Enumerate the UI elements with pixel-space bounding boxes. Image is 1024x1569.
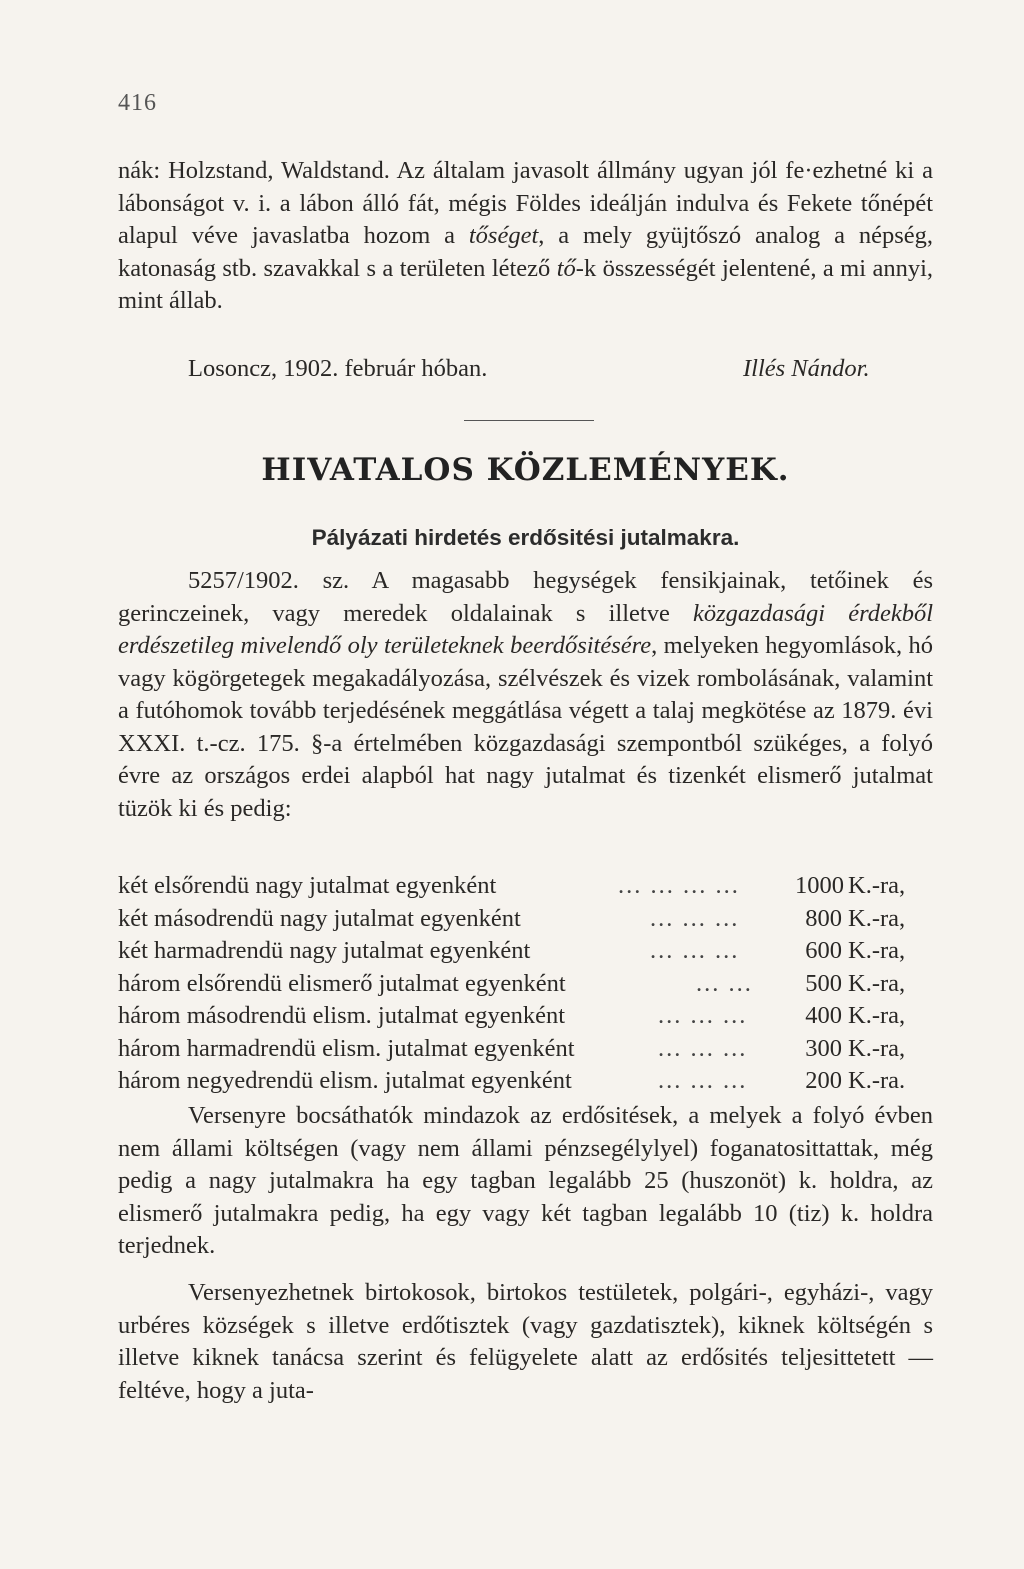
- award-row: [118, 968, 933, 1001]
- award-amount: 400: [805, 1002, 842, 1029]
- text-segment: 5257/1902. sz. A magasabb hegységek fensikjainak, tetőinek és gerinczeinek, vagy meredek oldalainak s illetve: [118, 567, 933, 627]
- award-leader-dots: ... ... ...: [658, 1002, 748, 1029]
- signature-author: Illés Nándor.: [743, 355, 870, 382]
- italic-text-segment: tő: [556, 254, 576, 282]
- award-label: három negyedrendü elism. jutalmat egyenként: [118, 1067, 572, 1094]
- award-row: [118, 903, 933, 936]
- award-unit: K.-ra,: [848, 937, 906, 964]
- competition-paragraph: Versenyre bocsáthatók mindazok az erdősitések, a melyek a folyó évben nem állami költségen (vagy nem állami pénzsegélylyel) foganatosittattak, még pedig a nagy jutalmakra ha egy tagban legalább 25 (huszonöt) k. holdra, az elismerő jutalmakra pedig, ha egy vagy két tagban legalább 10 (tiz) k. holdra terjednek.: [118, 1102, 933, 1259]
- award-amount: 800: [805, 904, 842, 932]
- section-subheading: Pályázati hirdetés erdősitési jutalmakra.: [311, 525, 740, 550]
- award-amount: 600: [805, 937, 842, 964]
- announcement-paragraph: [118, 565, 933, 825]
- awards-list: [118, 870, 933, 1098]
- section-divider: [464, 420, 594, 421]
- award-label: két elsőrendü nagy jutalmat egyenként: [118, 872, 497, 899]
- award-unit: K.-ra,: [848, 872, 906, 899]
- award-leader-dots: ... ... ...: [650, 937, 740, 964]
- award-leader-dots: ... ... ...: [650, 904, 740, 932]
- section-heading: HIVATALOS KÖZLEMÉNYEK.: [261, 452, 790, 488]
- award-leader-dots: ... ...: [696, 969, 753, 997]
- award-label: három elsőrendü elismerő jutalmat egyenként: [118, 969, 566, 997]
- award-unit: K.-ra,: [848, 904, 906, 932]
- signature-place-date: Losoncz, 1902. február hóban.: [188, 355, 488, 382]
- award-unit: K.-ra,: [848, 1002, 906, 1029]
- award-label: két harmadrendü nagy jutalmat egyenként: [118, 937, 531, 964]
- page-number: 416: [118, 90, 157, 116]
- eligibility-paragraph: Versenyezhetnek birtokosok, birtokos testületek, polgári-, egyházi-, vagy urbéres községek s illetve erdőtisztek (vagy gazdatisztek), kiknek költségén s illetve kiknek tanácsa szerint és felügyelete alatt az erdősités teljesittetett — feltéve, hogy a juta-: [118, 1279, 933, 1404]
- italic-text-segment: közgazdasági érdekből erdészetileg mivelendő oly területeknek beerdősitésére: [118, 599, 933, 659]
- award-unit: K.-ra.: [848, 1067, 906, 1094]
- award-label: két másodrendü nagy jutalmat egyenként: [118, 904, 521, 932]
- intro-paragraph: [118, 155, 933, 318]
- text-segment: , a mely gyüjtőszó analog a népség, katonaság stb. szavakkal s a területen létező: [118, 222, 933, 282]
- award-row: [118, 1000, 933, 1033]
- award-leader-dots: ... ... ...: [658, 1034, 748, 1062]
- award-unit: K.-ra,: [848, 969, 906, 997]
- award-amount: 200: [805, 1067, 842, 1094]
- award-label: három harmadrendü elism. jutalmat egyenként: [118, 1034, 575, 1062]
- award-row: [118, 1033, 933, 1066]
- text-segment: , melyeken hegyomlások, hó vagy kögörgetegek megakadályozása, szélvészek és vizek rombolásának, valamint a futóhomok tovább terjedésének meggátlása végett a talaj megkötése az 1879. évi XXXI. t.-cz. 175. §-a értelmében közgazdasági szempontból szükéges, a folyó évre az országos erdei alapból hat nagy jutalmat és tizenkét elismerő jutalmat tüzök ki és pedig:: [118, 632, 933, 822]
- award-row: [118, 1065, 933, 1098]
- text-segment: nák: Holzstand, Waldstand. Az általam javasolt állmány ugyan jól fe·ezhetné ki a lábonságot v. i. a lábon álló fát, mégis Földes ideálján indulva és Fekete tőnépét alapul véve javaslatba hozom a: [118, 157, 933, 249]
- award-amount: 500: [805, 969, 842, 997]
- award-unit: K.-ra,: [848, 1034, 906, 1062]
- italic-text-segment: tőséget: [468, 222, 539, 249]
- award-leader-dots: ... ... ... ...: [618, 872, 740, 899]
- award-leader-dots: ... ... ...: [658, 1067, 748, 1094]
- award-row: [118, 870, 933, 903]
- text-segment: -k összességét jelentené, a mi annyi, mint állab.: [118, 254, 933, 314]
- award-row: [118, 935, 933, 968]
- award-amount: 300: [805, 1034, 842, 1062]
- award-label: három másodrendü elism. jutalmat egyenként: [118, 1002, 566, 1029]
- award-amount: 1000: [795, 872, 844, 899]
